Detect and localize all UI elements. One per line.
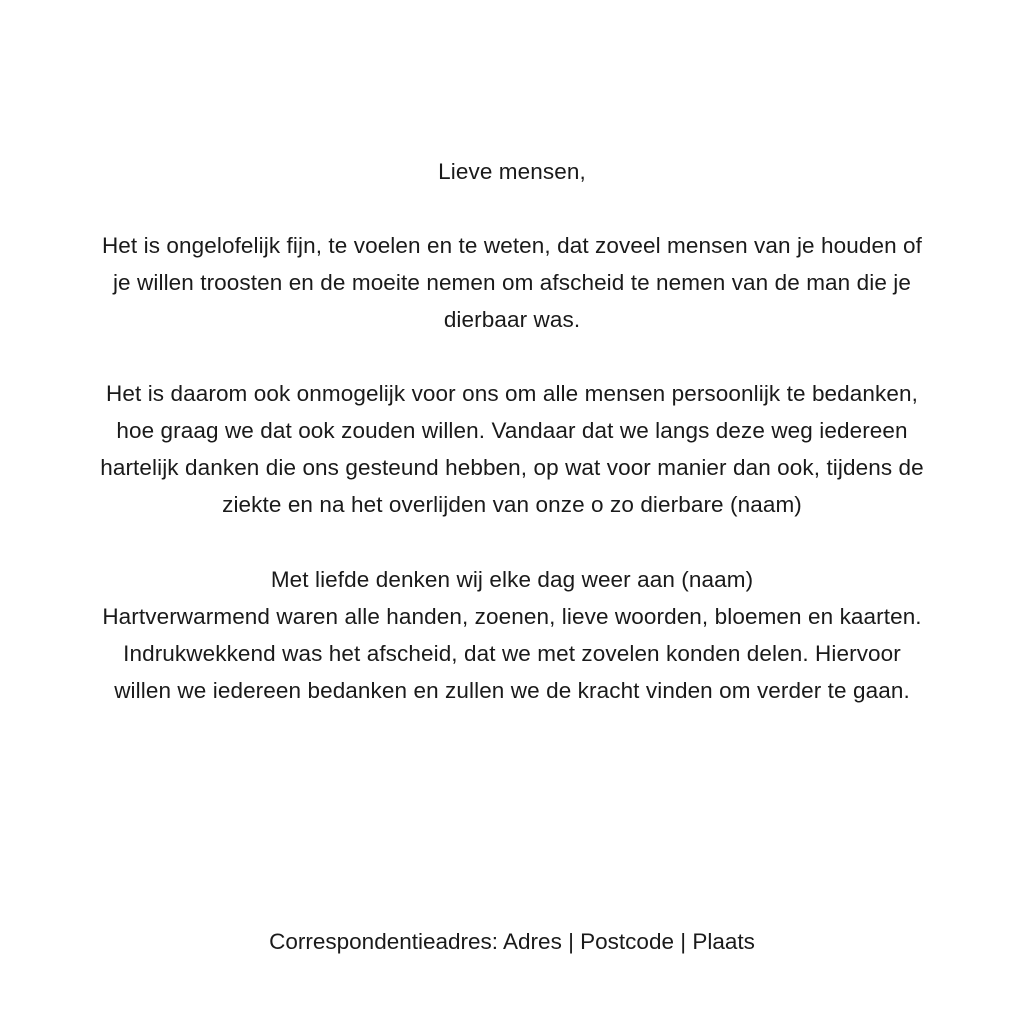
paragraph-3-line: Hartverwarmend waren alle handen, zoenen, lieve woorden, bloemen en kaarten.	[102, 604, 922, 629]
paragraph-2-line: hartelijk danken die ons gesteund hebben, op wat voor manier dan ook, tijdens de	[100, 455, 924, 480]
paragraph-1-line: Het is ongelofelijk fijn, te voelen en te weten, dat zoveel mensen van je houden of	[101, 233, 923, 258]
paragraph-2-line: ziekte en na het overlijden van onze o zo dierbare (naam)	[222, 492, 802, 517]
paragraph-2-line: hoe graag we dat ook zouden willen. Vandaar dat we langs deze weg iedereen	[116, 418, 908, 443]
paragraph-3	[60, 561, 964, 709]
greeting	[60, 153, 964, 190]
paragraph-3-line: willen we iedereen bedanken en zullen we de kracht vinden om verder te gaan.	[114, 678, 910, 703]
paragraph-3-line: Indrukwekkend was het afscheid, dat we met zovelen konden delen. Hiervoor	[123, 641, 901, 666]
greeting-text: Lieve mensen,	[438, 159, 586, 184]
paragraph-2	[60, 375, 964, 523]
paragraph-1-line: dierbaar was.	[443, 307, 581, 332]
address-text: Correspondentieadres: Adres | Postcode | Plaats	[269, 929, 755, 954]
paragraph-3-line: Met liefde denken wij elke dag weer aan (naam)	[270, 567, 754, 592]
paragraph-1	[60, 227, 964, 338]
correspondence-address	[60, 923, 964, 960]
paragraph-1-line: je willen troosten en de moeite nemen om afscheid te nemen van de man die je	[112, 270, 912, 295]
paragraph-2-line: Het is daarom ook onmogelijk voor ons om alle mensen persoonlijk te bedanken,	[106, 381, 918, 406]
